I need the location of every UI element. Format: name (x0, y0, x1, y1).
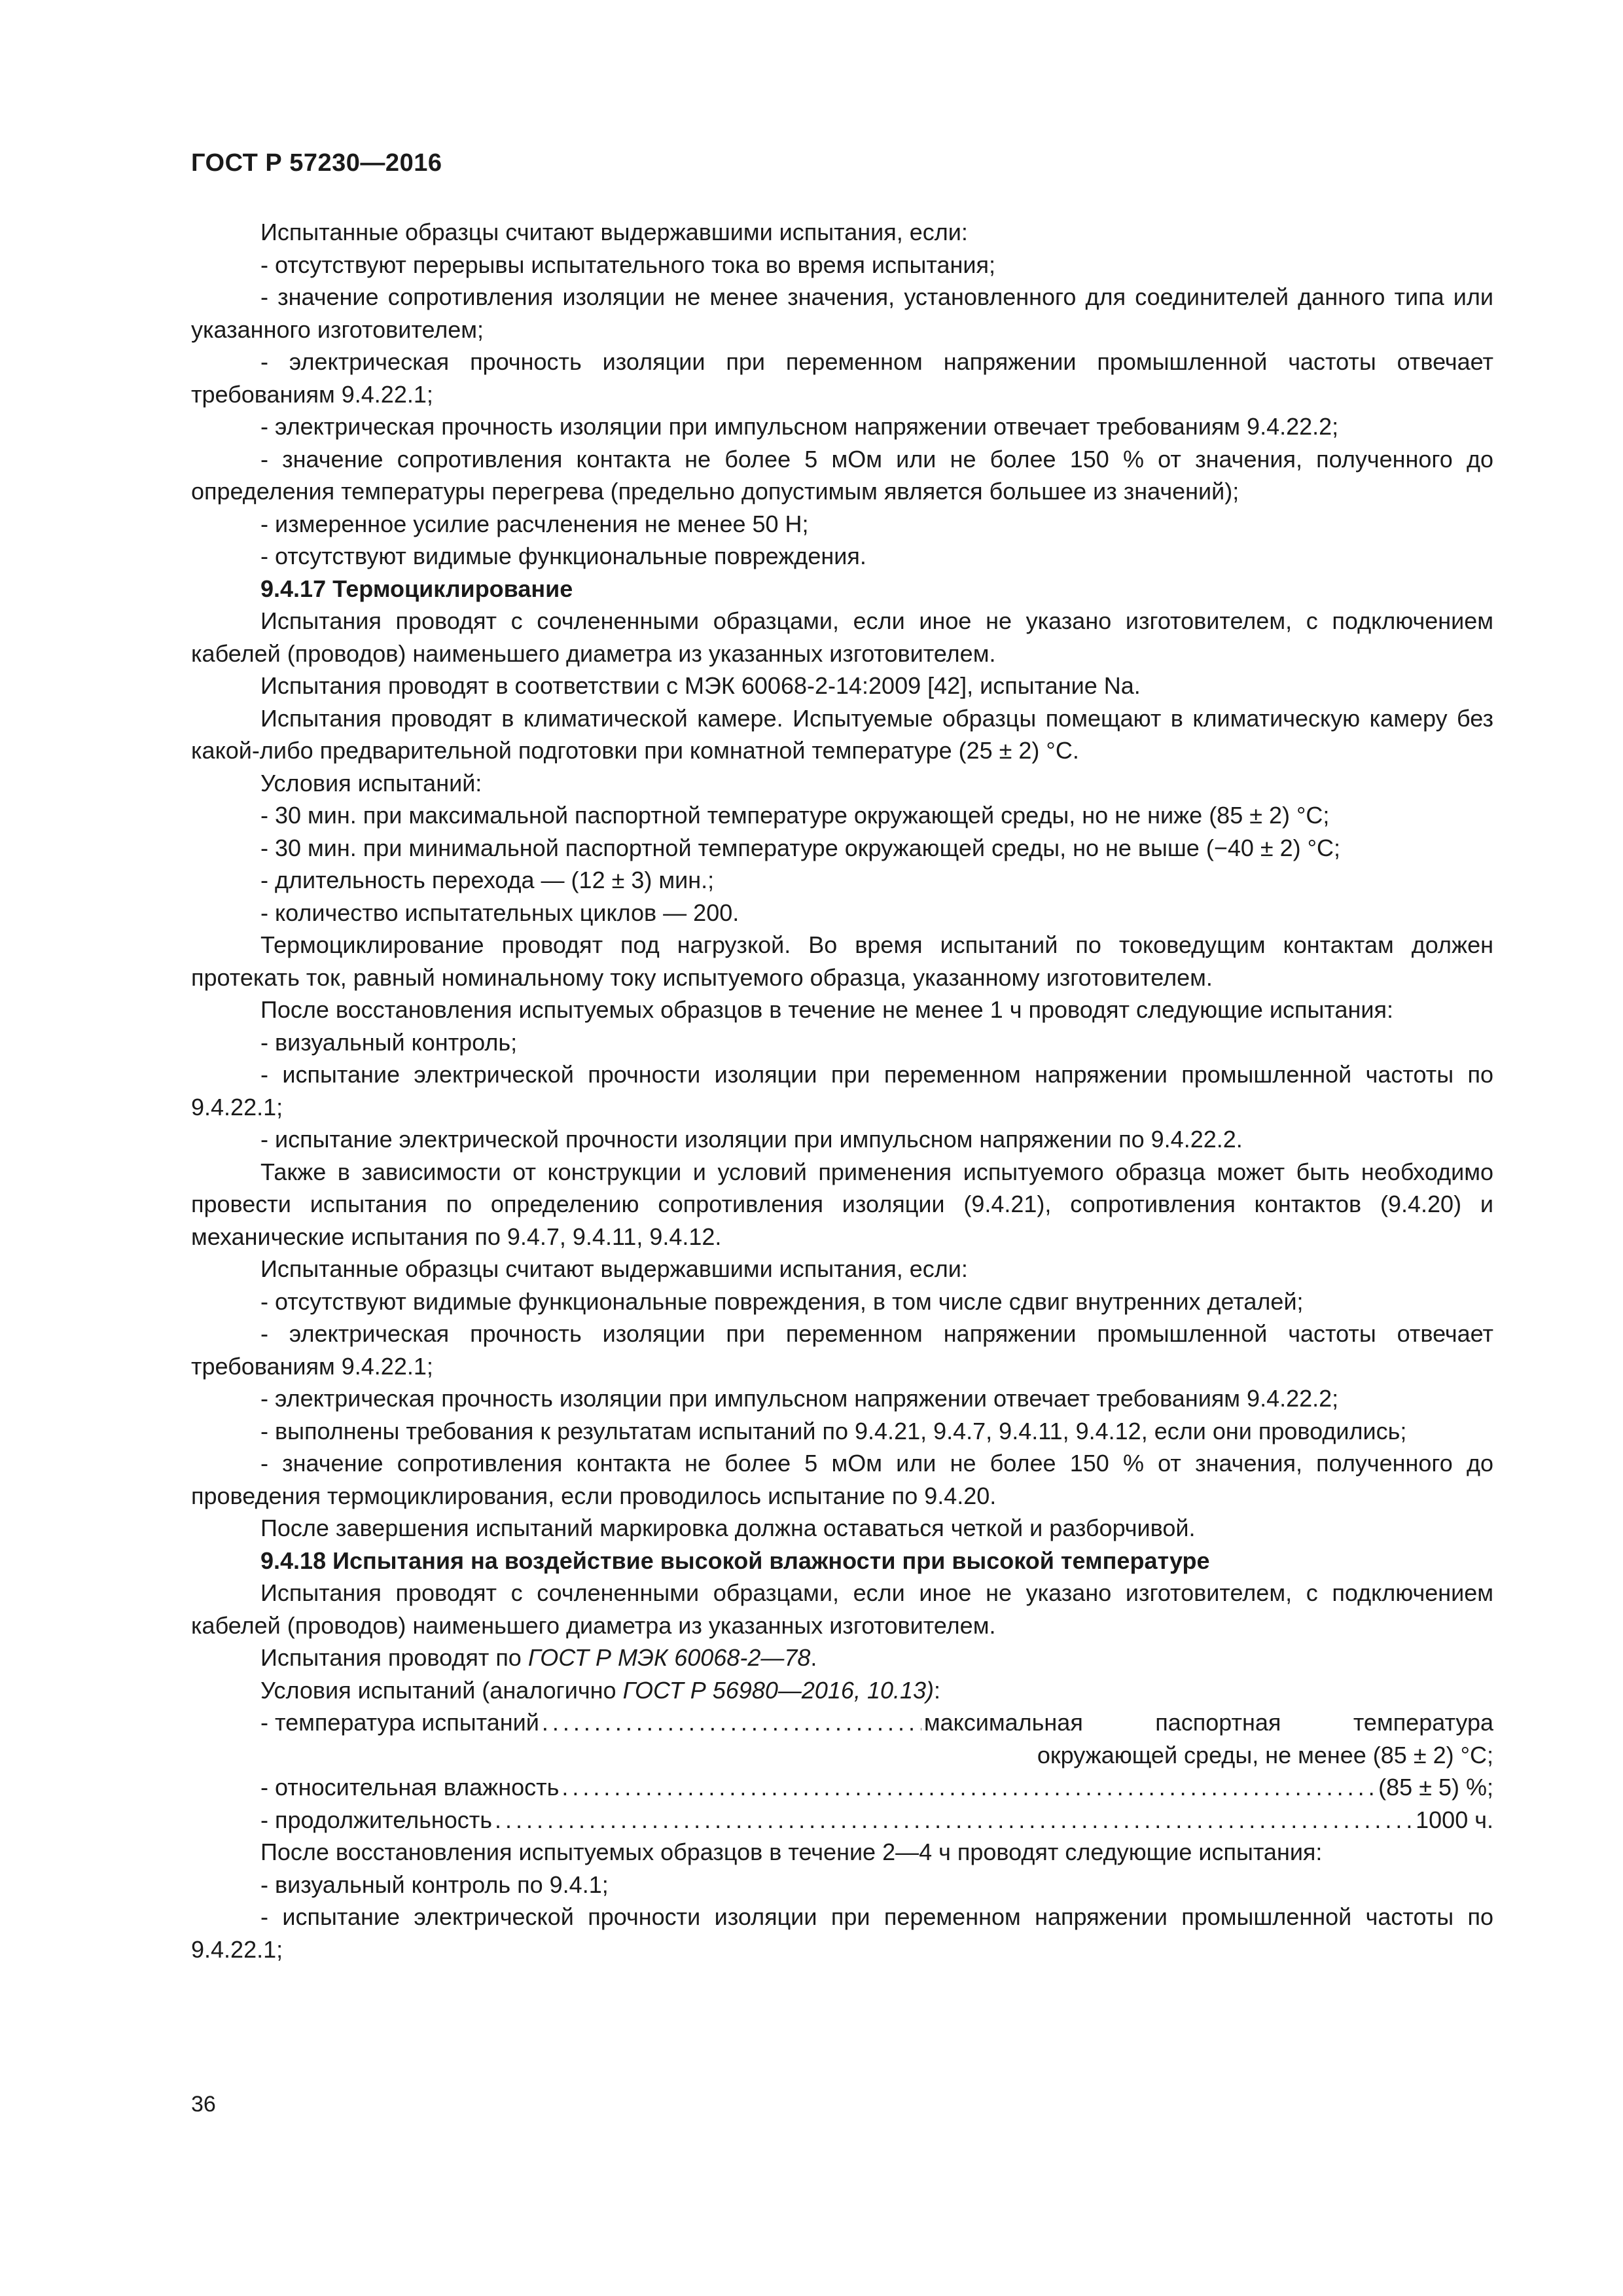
list-item: - выполнены требования к результатам испытаний по 9.4.21, 9.4.7, 9.4.11, 9.4.12, если они проводились; (260, 1417, 1407, 1444)
condition-value: 1000 ч. (1416, 1806, 1493, 1833)
paragraph: Испытанные образцы считают выдержавшими испытания, если: (260, 219, 968, 245)
list-item: - значение сопротивления контакта не более 5 мОм или не более 150 % от значения, полученного до проведения термоциклирования, если проводилось испытание по 9.4.20. (191, 1450, 1493, 1509)
condition-label: - продолжительность (260, 1806, 492, 1833)
paragraph: Испытания проводят с сочлененными образцами, если иное не указано изготовителем, с подключением кабелей (проводов) наименьшего диаметра из указанных изготовителем. (191, 1579, 1493, 1639)
list-item: - электрическая прочность изоляции при импульсном напряжении отвечает требованиям 9.4.22.2; (260, 413, 1339, 440)
list-item: - значение сопротивления изоляции не менее значения, установленного для соединителей данного типа или указанного изготовителем; (191, 283, 1493, 343)
list-item: - отсутствуют видимые функциональные повреждения. (260, 543, 866, 569)
conditions-prefix: Условия испытаний (аналогично (260, 1676, 623, 1704)
list-item: - испытание электрической прочности изоляции при переменном напряжении промышленной частоты по 9.4.22.1; (191, 1903, 1493, 1963)
list-item: - электрическая прочность изоляции при переменном напряжении промышленной частоты отвечает требованиям 9.4.22.1; (191, 348, 1493, 408)
reference-paragraph (191, 1641, 1493, 1674)
list-item: - электрическая прочность изоляции при переменном напряжении промышленной частоты отвечает требованиям 9.4.22.1; (191, 1320, 1493, 1380)
list-item: - отсутствуют видимые функциональные повреждения, в том числе сдвиг внутренних деталей; (260, 1287, 1304, 1315)
conditions-suffix: : (934, 1676, 941, 1704)
conditions-standard: ГОСТ Р 56980—2016, 10.13) (622, 1676, 935, 1704)
list-item: - отсутствуют перерывы испытательного тока во время испытания; (260, 251, 995, 278)
conditions-paragraph (191, 1674, 1493, 1707)
paragraph: Также в зависимости от конструкции и условий применения испытуемого образца может быть необходимо провести испытания по определению сопротивления изоляции (9.4.21), сопротивления контактов (9.4.20) и механические испытания по 9.4.7, 9.4.11, 9.4.12. (191, 1158, 1493, 1250)
paragraph: После завершения испытаний маркировка должна оставаться четкой и разборчивой. (260, 1515, 1196, 1541)
paragraph: Термоциклирование проводят под нагрузкой. Во время испытаний по токоведущим контактам должен протекать ток, равный номинальному току испытуемого образца, указанному изготовителем. (191, 931, 1493, 991)
condition-label: - относительная влажность (260, 1774, 560, 1801)
condition-value: (85 ± 5) %; (1378, 1774, 1493, 1801)
condition-row-humidity (191, 1771, 1493, 1804)
section-heading: 9.4.18 Испытания на воздействие высокой влажности при высокой температуре (260, 1547, 1210, 1574)
paragraph: После восстановления испытуемых образцов в течение не менее 1 ч проводят следующие испытания: (260, 996, 1394, 1023)
list-item: - измеренное усилие расчленения не менее 50 Н; (260, 510, 809, 537)
paragraph: Условия испытаний: (260, 769, 482, 797)
section-heading: 9.4.17 Термоциклирование (260, 575, 573, 602)
condition-row-temperature (191, 1706, 1493, 1739)
list-item: - количество испытательных циклов — 200. (260, 899, 740, 926)
paragraph: Испытания проводят в соответствии с МЭК 60068-2-14:2009 [42], испытание Na. (260, 672, 1141, 699)
list-item: - визуальный контроль по 9.4.1; (260, 1871, 609, 1898)
dot-leader (495, 1804, 1413, 1837)
paragraph: Испытания проводят с сочлененными образцами, если иное не указано изготовителем, с подключением кабелей (проводов) наименьшего диаметра из указанных изготовителем. (191, 607, 1493, 667)
condition-value: максимальная паспортная температура (923, 1709, 1493, 1736)
condition-label: - температура испытаний (260, 1709, 539, 1736)
paragraph: Испытания проводят в климатической камере. Испытуемые образцы помещают в климатическую камеру без какой-либо предварительной подготовки при комнатной температуре (25 ± 2) °С. (191, 704, 1493, 764)
reference-suffix: . (810, 1644, 817, 1671)
reference-standard: ГОСТ Р МЭК 60068-2—78 (527, 1644, 811, 1671)
list-item: - длительность перехода — (12 ± 3) мин.; (260, 867, 715, 893)
reference-prefix: Испытания проводят по (260, 1644, 528, 1671)
list-item: - испытание электрической прочности изоляции при переменном напряжении промышленной частоты по 9.4.22.1; (191, 1061, 1493, 1121)
dot-leader (542, 1706, 921, 1739)
paragraph: Испытанные образцы считают выдержавшими испытания, если: (260, 1255, 968, 1282)
paragraph: После восстановления испытуемых образцов в течение 2—4 ч проводят следующие испытания: (260, 1839, 1323, 1865)
page-number: 36 (191, 2092, 216, 2117)
list-item: - 30 мин. при максимальной паспортной температуре окружающей среды, но не ниже (85 ± 2) °С; (260, 802, 1330, 829)
list-item: - визуальный контроль; (260, 1028, 518, 1056)
list-item: - 30 мин. при минимальной паспортной температуре окружающей среды, но не выше (−40 ± 2) °С; (260, 834, 1341, 861)
condition-row-duration (191, 1804, 1493, 1837)
document-body (191, 216, 1493, 1965)
list-item: - значение сопротивления контакта не более 5 мОм или не более 150 % от значения, полученного до определения температуры перегрева (предельно допустимым является большее из значений); (191, 445, 1493, 505)
condition-value-continuation: окружающей среды, не менее (85 ± 2) °С; (1037, 1741, 1493, 1768)
list-item: - испытание электрической прочности изоляции при импульсном напряжении по 9.4.22.2. (260, 1126, 1243, 1153)
dot-leader (562, 1771, 1376, 1804)
list-item: - электрическая прочность изоляции при импульсном напряжении отвечает требованиям 9.4.22.2; (260, 1385, 1339, 1412)
document-header: ГОСТ Р 57230—2016 (191, 149, 442, 177)
